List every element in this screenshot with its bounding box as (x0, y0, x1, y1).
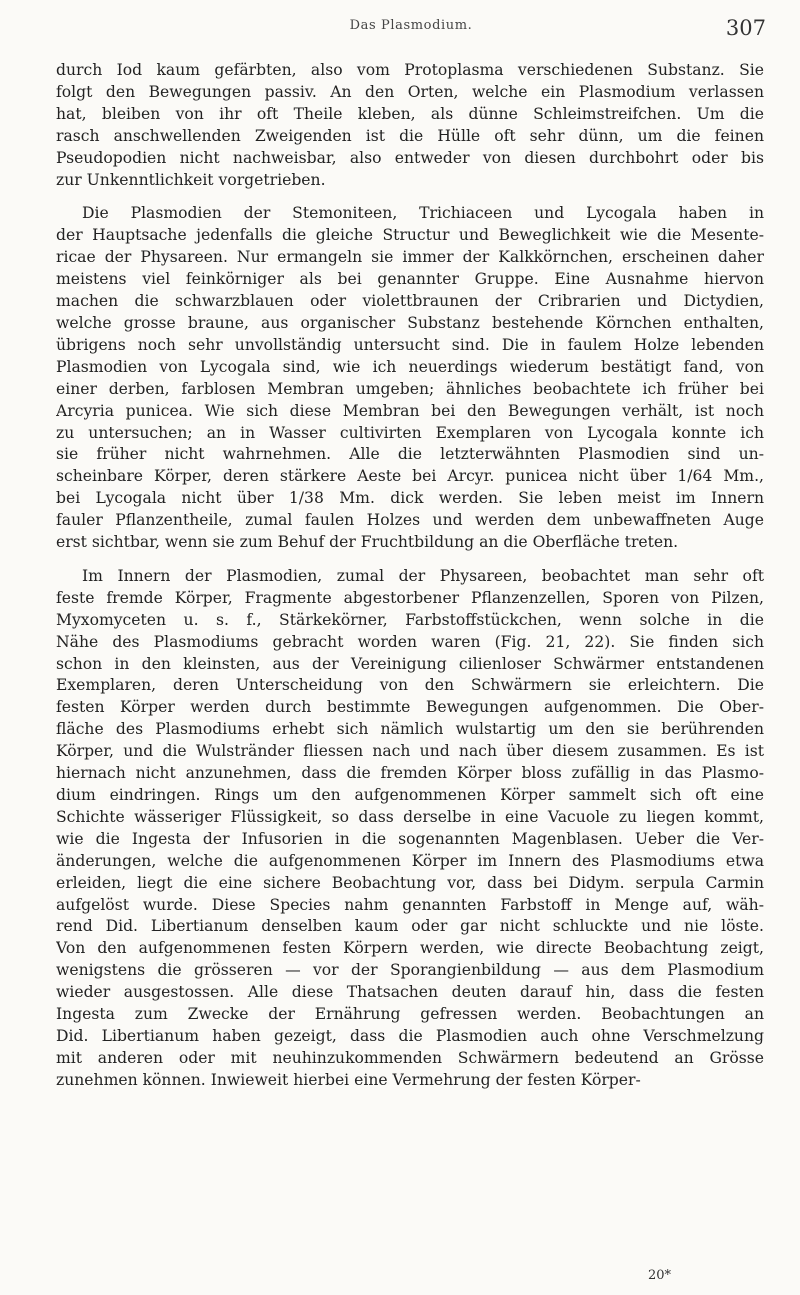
text-line: Körper, und die Wulstränder fliessen nach und nach über diesem zusammen. Es ist (56, 742, 764, 761)
text-line: Ingesta zum Zwecke der Ernährung gefressen werden. Beobachtungen an (56, 1005, 764, 1024)
text-line: folgt den Bewegungen passiv. An den Orten, welche ein Plasmodium verlassen (56, 82, 764, 101)
text-line: aufgelöst wurde. Diese Species nahm genannten Farbstoff in Menge auf, wäh- (56, 895, 764, 914)
text-line: zu untersuchen; an in Wasser cultivirten Exemplaren von Lycogala konnte ich (56, 423, 764, 442)
text-line: fläche des Plasmodiums erhebt sich nämlich wulstartig um den sie berührenden (56, 720, 764, 739)
text-line: wenigstens die grösseren — vor der Sporangienbildung — aus dem Plasmodium (56, 961, 764, 980)
text-line: einer derben, farblosen Membran umgeben; ähnliches beobachtete ich früher bei (56, 379, 764, 398)
text-line: Did. Libertianum haben gezeigt, dass die Plasmodien auch ohne Verschmelzung (56, 1026, 764, 1045)
text-line: machen die schwarzblauen oder violettbraunen der Cribrarien und Dictydien, (56, 292, 764, 311)
text-line: Pseudopodien nicht nachweisbar, also entweder von diesen durchbohrt oder bis (56, 148, 764, 167)
text-line: hiernach nicht anzunehmen, dass die fremden Körper bloss zufällig in das Plasmo- (56, 764, 764, 783)
text-line: Arcyria punicea. Wie sich diese Membran bei den Bewegungen verhält, ist noch (56, 401, 764, 420)
text-line: schon in den kleinsten, aus der Vereinigung cilienloser Schwärmer entstandenen (56, 654, 764, 673)
text-line: der Hauptsache jedenfalls die gleiche Structur und Beweglichkeit wie die Mesente- (56, 226, 764, 245)
text-line: erst sichtbar, wenn sie zum Behuf der Fruchtbildung an die Oberfläche treten. (56, 533, 679, 552)
text-line: wie die Ingesta der Infusorien in die sogenannten Magenblasen. Ueber die Ver- (56, 829, 764, 848)
text-line: festen Körper werden durch bestimmte Bewegungen aufgenommen. Die Ober- (56, 698, 764, 717)
page-header (56, 16, 766, 46)
signature-mark: 20* (648, 1268, 672, 1283)
text-line: sie früher nicht wahrnehmen. Alle die letzterwähnten Plasmodien sind un- (56, 445, 764, 464)
text-line: Im Innern der Plasmodien, zumal der Physareen, beobachtet man sehr oft (82, 566, 764, 585)
page-number: 307 (725, 16, 766, 40)
paragraph-3 (56, 566, 764, 1092)
text-line: rasch anschwellenden Zweigenden ist die Hülle oft sehr dünn, um die feinen (56, 126, 764, 145)
text-line: welche grosse braune, aus organischer Substanz bestehende Körnchen enthalten, (56, 313, 764, 332)
text-line: Plasmodien von Lycogala sind, wie ich neuerdings wiederum bestätigt fand, von (56, 357, 764, 376)
paragraph-1 (56, 60, 764, 191)
text-line: mit anderen oder mit neuhinzukommenden Schwärmern bedeutend an Grösse (56, 1048, 764, 1067)
text-line: zunehmen können. Inwieweit hierbei eine Vermehrung der festen Körper- (56, 1070, 641, 1089)
running-title: Das Plasmodium. (349, 18, 473, 33)
text-line: ricae der Physareen. Nur ermangeln sie immer der Kalkkörnchen, erscheinen daher (56, 248, 764, 267)
text-line: feste fremde Körper, Fragmente abgestorbener Pflanzenzellen, Sporen von Pilzen, (56, 588, 764, 607)
text-line: übrigens noch sehr unvollständig untersucht sind. Die in faulem Holze lebenden (56, 335, 764, 354)
text-line: scheinbare Körper, deren stärkere Aeste bei Arcyr. punicea nicht über 1/64 Mm., (56, 467, 764, 486)
body-text (56, 60, 764, 1092)
text-line: Schichte wässeriger Flüssigkeit, so dass derselbe in eine Vacuole zu liegen kommt, (56, 807, 764, 826)
text-line: Die Plasmodien der Stemoniteen, Trichiaceen und Lycogala haben in (82, 204, 764, 223)
text-line: Myxomyceten u. s. f., Stärkekörner, Farbstoffstückchen, wenn solche in die (56, 610, 764, 629)
text-line: hat, bleiben von ihr oft Theile kleben, als dünne Schleimstreifchen. Um die (56, 104, 764, 123)
text-line: änderungen, welche die aufgenommenen Körper im Innern des Plasmodiums etwa (56, 851, 764, 870)
text-line: meistens viel feinkörniger als bei genannter Gruppe. Eine Ausnahme hiervon (56, 270, 764, 289)
text-line: rend Did. Libertianum denselben kaum oder gar nicht schluckte und nie löste. (56, 917, 764, 936)
text-line: bei Lycogala nicht über 1/38 Mm. dick werden. Sie leben meist im Innern (56, 489, 764, 508)
text-line: Nähe des Plasmodiums gebracht worden waren (Fig. 21, 22). Sie finden sich (56, 632, 764, 651)
text-line: zur Unkenntlichkeit vorgetrieben. (56, 170, 326, 189)
text-line: durch Iod kaum gefärbten, also vom Protoplasma verschiedenen Substanz. Sie (56, 61, 764, 79)
text-line: erleiden, liegt die eine sichere Beobachtung vor, dass bei Didym. serpula Carmin (56, 873, 764, 892)
text-line: fauler Pflanzentheile, zumal faulen Holzes und werden dem unbewaffneten Auge (56, 511, 764, 530)
text-line: Exemplaren, deren Unterscheidung von den Schwärmern sie erleichtern. Die (56, 676, 764, 695)
text-line: wieder ausgestossen. Alle diese Thatsachen deuten darauf hin, dass die festen (56, 983, 764, 1002)
paragraph-2 (56, 203, 764, 554)
text-line: Von den aufgenommenen festen Körpern werden, wie directe Beobachtung zeigt, (56, 939, 764, 958)
text-line: dium eindringen. Rings um den aufgenommenen Körper sammelt sich oft eine (56, 786, 764, 804)
